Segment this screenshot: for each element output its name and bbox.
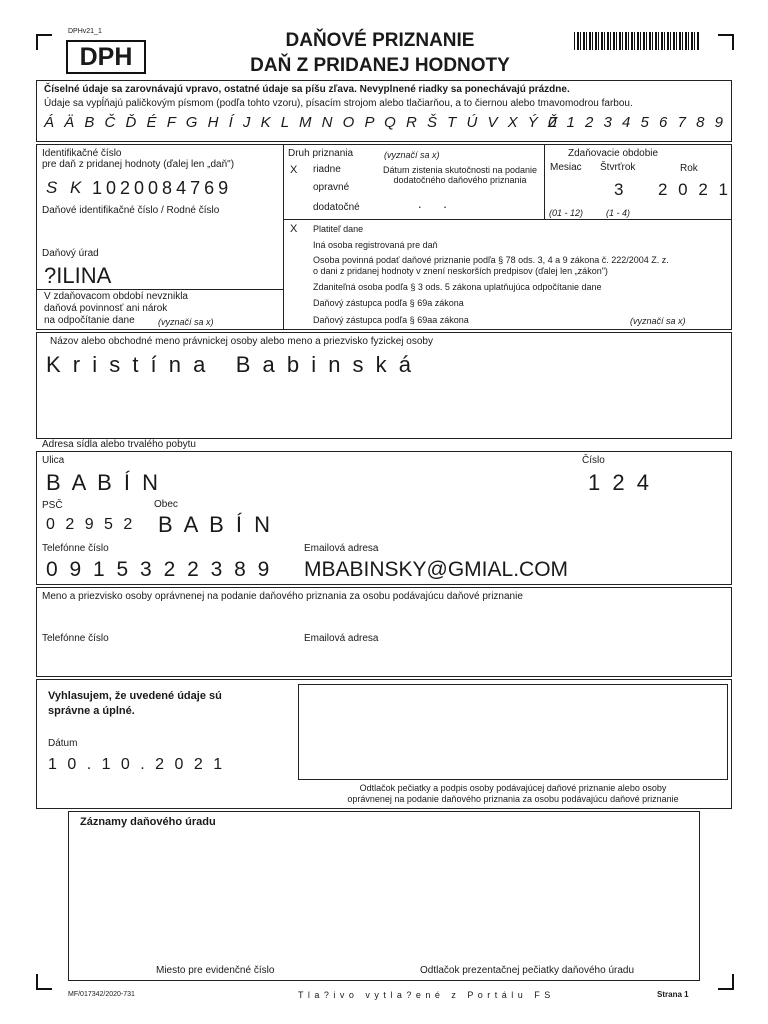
footer-code: MF/017342/2020-731 (68, 991, 135, 998)
tax-office-label: Daňový úrad (42, 248, 99, 259)
dph-logo: DPH (66, 40, 146, 74)
taxpayer-type-payer: Platiteľ dane (313, 224, 364, 234)
period-year-label: Rok (680, 163, 698, 174)
barcode (574, 32, 700, 50)
supplementary-date-dots: . . (418, 196, 447, 211)
tax-office-value: ?ILINA (44, 263, 112, 288)
taxpayer-type-obliged-cont: o dani z pridanej hodnoty v znení neskorších predpisov (ďalej len „zákon") (313, 266, 608, 276)
no-claim-line3: na odpočítanie dane (44, 315, 135, 326)
footer-portal: T l a ? i v o v y t l a ? e n é z P o r t á l u F S (298, 990, 552, 1000)
taxpayer-type-rep-69aa: Daňový zástupca podľa § 69aa zákona (313, 315, 469, 325)
street-label: Ulica (42, 455, 65, 466)
stamp-caption-line1: Odtlačok pečiatky a podpis osoby podávajúcej daňové priznanie alebo osoby (359, 783, 667, 793)
corner-mark-top-right (718, 34, 734, 50)
return-type-regular-mark[interactable]: X (290, 164, 298, 176)
return-type-label: Druh priznania (288, 148, 354, 159)
date-note-line1: Dátum zistenia skutočnosti na podanie (382, 165, 538, 175)
representative-label: Meno a priezvisko osoby oprávnenej na podanie daňového priznania za osobu podávajúcu daňové priznanie (42, 591, 523, 602)
return-type-regular: riadne (313, 164, 341, 175)
representative-phone-label: Telefónne číslo (42, 633, 109, 644)
tax-period-label: Zdaňovacie obdobie (568, 148, 659, 159)
office-records-section (68, 811, 700, 981)
taxpayer-type-taxable: Zdaniteľná osoba podľa § 3 ods. 5 zákona uplatňujúca odpočítanie dane (313, 282, 602, 292)
return-type-supplementary: dodatočné (313, 202, 360, 213)
page-number: Strana 1 (657, 990, 689, 999)
city-label: Obec (154, 499, 178, 510)
no-claim-line1: V zdaňovacom období nevznikla (44, 291, 188, 302)
name-section (36, 332, 732, 439)
city-value: B A B Í N (158, 512, 274, 537)
instructions-line1: Číselné údaje sa zarovnávajú vpravo, ostatné údaje sa píšu zľava. Nevyplnené riadky sa ponechávajú prázdne. (44, 84, 570, 95)
digit-sample: 0 1 2 3 4 5 6 7 8 9 (548, 114, 726, 131)
registry-number-label: Miesto pre evidenčné číslo (156, 965, 275, 976)
declaration-date-label: Dátum (48, 738, 78, 749)
form-version: DPHv21_1 (68, 28, 102, 35)
email-value: MBABINSKY@GMIAL.COM (304, 558, 569, 581)
office-stamp-label: Odtlačok prezentačnej pečiatky daňového úradu (420, 965, 635, 976)
corner-mark-bottom-right (718, 974, 734, 990)
period-month-label: Mesiac (550, 162, 582, 173)
stamp-caption-line2: oprávnenej na podanie daňového priznania za osobu podávajúcu daňové priznanie (347, 794, 679, 804)
instructions-line2: Údaje sa vypĺňajú paličkovým písmom (podľa tohto vzoru), písacím strojom alebo tlačiarňou, a to čiernou alebo tmavomodrou farbou. (44, 98, 633, 109)
period-quarter-value: 3 (614, 180, 624, 199)
phone-label: Telefónne číslo (42, 543, 109, 554)
office-records-label: Záznamy daňového úradu (80, 816, 216, 828)
phone-value: 0 9 1 5 3 2 2 3 8 9 (46, 558, 273, 581)
corner-mark-bottom-left (36, 974, 52, 990)
representative-email-label: Emailová adresa (304, 633, 379, 644)
signature-stamp-box[interactable] (298, 684, 728, 780)
return-type-hint: (vyznačí sa x) (384, 150, 440, 160)
tax-id-sub-label: Daňové identifikačné číslo / Rodné číslo (42, 205, 220, 216)
declaration-date-value: 1 0 . 1 0 . 2 0 2 1 (48, 756, 226, 773)
no-claim-hint: (vyznačí sa x) (158, 317, 214, 327)
zip-label: PSČ (42, 500, 63, 511)
vat-id-prefix: S K (46, 178, 86, 197)
no-claim-line2: daňová povinnosť ani nárok (44, 303, 168, 314)
vat-id-value: 1020084769 (92, 178, 233, 198)
street-value: B A B Í N (46, 470, 162, 495)
name-label: Názov alebo obchodné meno právnickej osoby alebo meno a priezvisko fyzickej osoby (50, 336, 433, 347)
declaration-line1: Vyhlasujem, že uvedené údaje sú (48, 690, 222, 702)
period-quarter-label: Štvrťrok (600, 162, 636, 173)
taxpayer-type-obliged: Osoba povinná podať daňové priznanie podľa § 78 ods. 3, 4 a 9 zákona č. 222/2004 Z. z. (313, 255, 669, 265)
letter-sample: Á Ä B Č Ď É F G H Í J K L M N O P Q R Š T Ú V X Ý Ž (44, 114, 561, 131)
zip-value: 0 2 9 5 2 (46, 516, 136, 533)
quarter-range: (1 - 4) (606, 208, 631, 218)
month-range: (01 - 12) (549, 208, 584, 218)
return-type-corrective: opravné (313, 182, 350, 193)
taxpayer-type-mark[interactable]: X (290, 223, 298, 235)
form-title-line1: DAŇOVÉ PRIZNANIE (285, 30, 475, 51)
period-year-value: 2 0 2 1 (658, 180, 731, 199)
taxpayer-type-rep-69a: Daňový zástupca podľa § 69a zákona (313, 298, 464, 308)
vat-id-label: Identifikačné číslo (42, 148, 122, 159)
vat-id-label-sub: pre daň z pridanej hodnoty (ďalej len „daň") (42, 159, 235, 170)
house-number-label: Číslo (582, 455, 605, 466)
email-label: Emailová adresa (304, 543, 379, 554)
corner-mark-top-left (36, 34, 52, 50)
taxpayer-type-registered: Iná osoba registrovaná pre daň (313, 240, 438, 250)
name-value: K r i s t í n a B a b i n s k á (46, 352, 414, 377)
form-title-line2: DAŇ Z PRIDANEJ HODNOTY (250, 55, 510, 76)
house-number-value: 1 2 4 (588, 470, 652, 495)
date-note-line2: dodatočného daňového priznania (393, 175, 527, 185)
address-section-label: Adresa sídla alebo trvalého pobytu (42, 439, 196, 450)
taxpayer-type-hint: (vyznačí sa x) (630, 316, 686, 326)
declaration-line2: správne a úplné. (48, 705, 135, 717)
